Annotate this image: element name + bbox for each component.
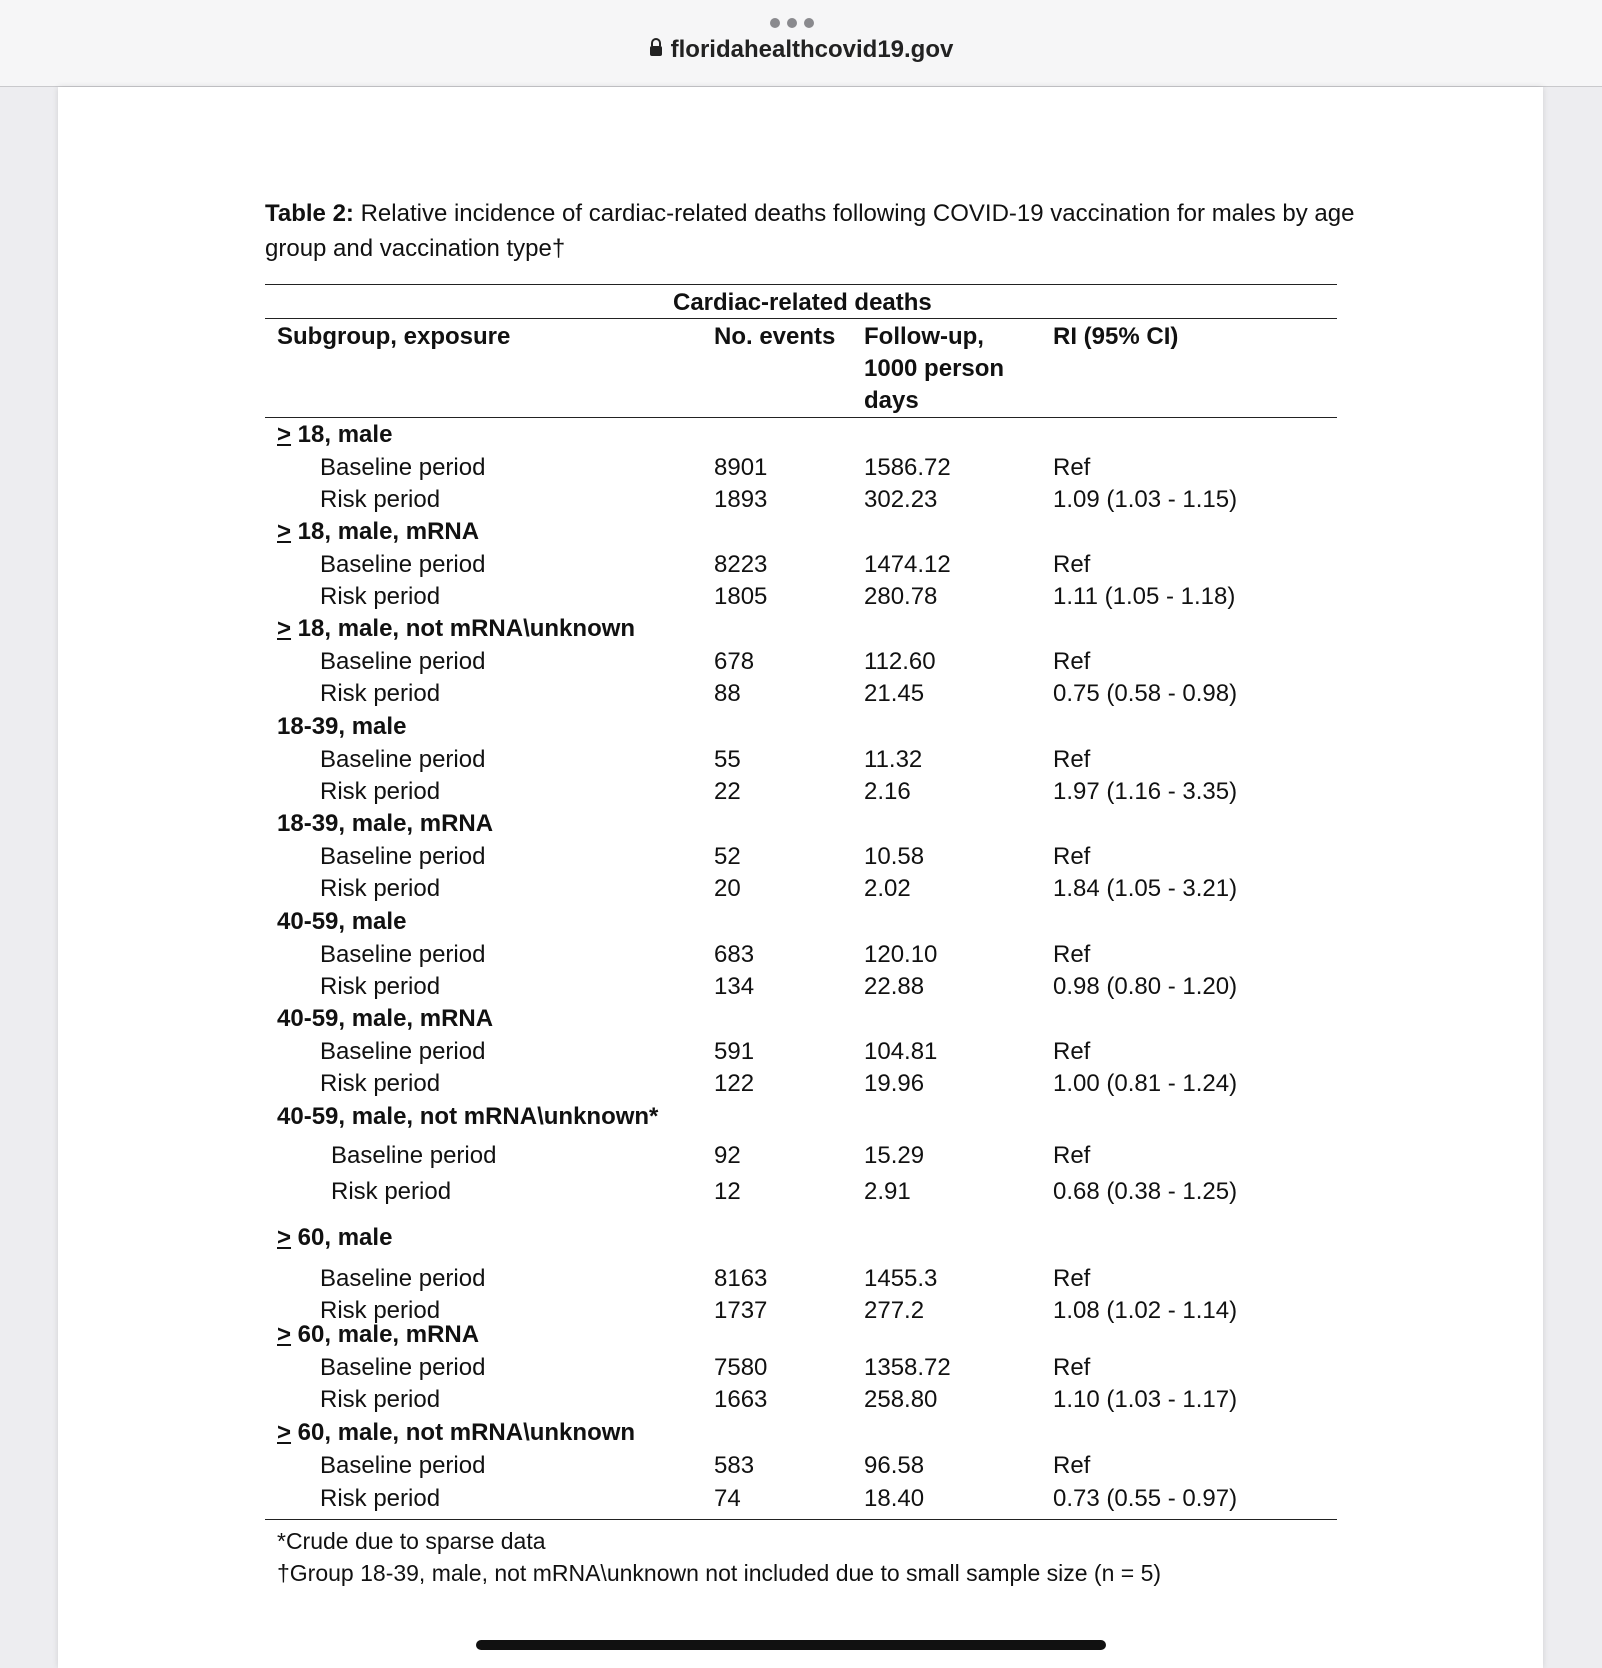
events-cell: 8901	[714, 454, 768, 481]
exposure-cell: Risk period	[320, 486, 441, 513]
dot-icon	[770, 18, 780, 28]
followup-cell: 18.40	[864, 1485, 925, 1512]
home-indicator[interactable]	[476, 1640, 1106, 1650]
followup-cell: 302.23	[864, 486, 938, 513]
exposure-cell: Risk period	[320, 1485, 441, 1512]
ri-cell: Ref	[1053, 1038, 1091, 1065]
followup-cell: 112.60	[864, 648, 936, 675]
exposure-cell: Baseline period	[320, 1265, 486, 1292]
events-cell: 591	[714, 1038, 755, 1065]
events-cell: 74	[714, 1485, 741, 1512]
events-cell: 22	[714, 778, 741, 805]
ri-cell: 1.11 (1.05 - 1.18)	[1053, 583, 1236, 610]
dot-icon	[787, 18, 797, 28]
ri-cell: 1.84 (1.05 - 3.21)	[1053, 875, 1238, 902]
exposure-cell: Baseline period	[320, 454, 486, 481]
ri-cell: Ref	[1053, 1452, 1091, 1479]
group-label	[277, 517, 479, 547]
ri-cell: Ref	[1053, 1354, 1091, 1381]
greater-equal-symbol: >	[277, 1419, 292, 1446]
events-cell: 7580	[714, 1354, 768, 1381]
exposure-cell: Baseline period	[320, 746, 486, 773]
followup-cell: 1474.12	[864, 551, 951, 578]
group-label-text: 18, male, not mRNA\unknown	[291, 615, 636, 642]
events-cell: 52	[714, 843, 741, 870]
followup-cell: 10.58	[864, 843, 925, 870]
group-label	[277, 1223, 392, 1253]
followup-cell: 2.02	[864, 875, 911, 902]
group-label	[277, 1418, 635, 1448]
greater-equal-symbol: >	[277, 421, 292, 448]
ri-cell: Ref	[1053, 1265, 1091, 1292]
group-label-text: 60, male, mRNA	[291, 1321, 480, 1348]
followup-cell: 15.29	[864, 1142, 925, 1169]
followup-cell: 1455.3	[864, 1265, 938, 1292]
more-options-icon[interactable]	[770, 18, 815, 30]
exposure-cell: Risk period	[320, 1386, 441, 1413]
ri-cell: 1.97 (1.16 - 3.35)	[1053, 778, 1238, 805]
events-cell: 1737	[714, 1297, 768, 1324]
events-cell: 12	[714, 1178, 741, 1205]
events-cell: 1805	[714, 583, 768, 610]
footnote-excluded-group: †Group 18-39, male, not mRNA\unknown not included due to small sample size (n = 5)	[277, 1560, 1162, 1586]
table-bottom-rule	[265, 1519, 1337, 1520]
followup-cell: 104.81	[864, 1038, 938, 1065]
events-cell: 20	[714, 875, 741, 902]
group-label-text: 18, male	[291, 421, 393, 448]
footnote-crude: *Crude due to sparse data	[277, 1528, 546, 1554]
events-cell: 678	[714, 648, 755, 675]
header-bottom-rule	[265, 417, 1337, 418]
ri-cell: Ref	[1053, 551, 1091, 578]
ri-cell: 0.98 (0.80 - 1.20)	[1053, 973, 1238, 1000]
col-header-followup-line2: 1000 person	[864, 355, 1005, 382]
events-cell: 583	[714, 1452, 755, 1479]
exposure-cell: Risk period	[320, 680, 441, 707]
group-label-text: 60, male, not mRNA\unknown	[291, 1419, 636, 1446]
exposure-cell: Baseline period	[320, 941, 486, 968]
exposure-cell: Baseline period	[320, 551, 486, 578]
exposure-cell: Risk period	[320, 778, 441, 805]
browser-toolbar	[0, 0, 1602, 87]
col-header-ri: RI (95% CI)	[1053, 323, 1179, 350]
group-label: 40-59, male, mRNA	[277, 1005, 494, 1032]
ri-cell: Ref	[1053, 1142, 1091, 1169]
followup-cell: 1358.72	[864, 1354, 951, 1381]
greater-equal-symbol: >	[277, 1224, 292, 1251]
greater-equal-symbol: >	[277, 615, 292, 642]
ri-cell: 0.73 (0.55 - 0.97)	[1053, 1485, 1238, 1512]
caption-label: Table 2:	[265, 200, 354, 227]
ri-cell: Ref	[1053, 941, 1091, 968]
exposure-cell: Risk period	[320, 875, 441, 902]
events-cell: 88	[714, 680, 741, 707]
ri-cell: 0.68 (0.38 - 1.25)	[1053, 1178, 1238, 1205]
dot-icon	[804, 18, 814, 28]
caption-dagger: †	[551, 235, 566, 262]
ri-cell: 1.08 (1.02 - 1.14)	[1053, 1297, 1238, 1324]
events-cell: 8223	[714, 551, 768, 578]
group-label	[277, 614, 635, 644]
ri-cell: 1.10 (1.03 - 1.17)	[1053, 1386, 1238, 1413]
group-label: 18-39, male, mRNA	[277, 810, 494, 837]
group-label: 40-59, male	[277, 908, 407, 935]
exposure-cell: Baseline period	[320, 1354, 486, 1381]
events-cell: 1663	[714, 1386, 768, 1413]
spanner-rule	[265, 318, 1337, 319]
group-label: 40-59, male, not mRNA\unknown*	[277, 1103, 659, 1130]
exposure-cell: Risk period	[320, 1070, 441, 1097]
followup-cell: 277.2	[864, 1297, 925, 1324]
col-header-followup-line3: days	[864, 387, 919, 414]
followup-cell: 2.16	[864, 778, 911, 805]
group-label-text: 18, male, mRNA	[291, 518, 480, 545]
spanner-header: Cardiac-related deaths	[673, 289, 932, 316]
events-cell: 8163	[714, 1265, 768, 1292]
ri-cell: Ref	[1053, 454, 1091, 481]
exposure-cell: Risk period	[331, 1178, 452, 1205]
exposure-cell: Risk period	[320, 1297, 441, 1324]
col-header-events: No. events	[714, 323, 836, 350]
events-cell: 92	[714, 1142, 741, 1169]
group-label	[277, 1320, 479, 1350]
followup-cell: 21.45	[864, 680, 925, 707]
exposure-cell: Risk period	[320, 583, 441, 610]
greater-equal-symbol: >	[277, 1321, 292, 1348]
caption-text: Relative incidence of cardiac-related deaths following COVID-19 vaccination for males by age group and vaccination type	[265, 200, 1355, 262]
followup-cell: 280.78	[864, 583, 938, 610]
events-cell: 1893	[714, 486, 768, 513]
events-cell: 122	[714, 1070, 755, 1097]
ri-cell: 1.00 (0.81 - 1.24)	[1053, 1070, 1238, 1097]
exposure-cell: Baseline period	[320, 648, 486, 675]
table-top-rule	[265, 284, 1337, 285]
followup-cell: 1586.72	[864, 454, 951, 481]
url-text: floridahealthcovid19.gov	[670, 36, 954, 63]
table-caption	[265, 196, 1405, 266]
followup-cell: 2.91	[864, 1178, 911, 1205]
events-cell: 683	[714, 941, 755, 968]
events-cell: 134	[714, 973, 755, 1000]
ri-cell: Ref	[1053, 648, 1091, 675]
group-label: 18-39, male	[277, 713, 407, 740]
greater-equal-symbol: >	[277, 518, 292, 545]
col-header-subgroup: Subgroup, exposure	[277, 323, 511, 350]
ri-cell: Ref	[1053, 843, 1091, 870]
col-header-followup-line1: Follow-up,	[864, 323, 984, 350]
ri-cell: 0.75 (0.58 - 0.98)	[1053, 680, 1238, 707]
group-label-text: 60, male	[291, 1224, 393, 1251]
followup-cell: 22.88	[864, 973, 925, 1000]
exposure-cell: Baseline period	[320, 1452, 486, 1479]
ri-cell: 1.09 (1.03 - 1.15)	[1053, 486, 1238, 513]
followup-cell: 19.96	[864, 1070, 925, 1097]
address-bar[interactable]	[0, 36, 1602, 65]
followup-cell: 96.58	[864, 1452, 925, 1479]
lock-icon	[649, 35, 663, 63]
followup-cell: 120.10	[864, 941, 938, 968]
group-label	[277, 420, 392, 450]
exposure-cell: Risk period	[320, 973, 441, 1000]
exposure-cell: Baseline period	[320, 1038, 486, 1065]
followup-cell: 258.80	[864, 1386, 938, 1413]
ri-cell: Ref	[1053, 746, 1091, 773]
exposure-cell: Baseline period	[320, 843, 486, 870]
followup-cell: 11.32	[864, 746, 923, 773]
events-cell: 55	[714, 746, 741, 773]
exposure-cell: Baseline period	[331, 1142, 497, 1169]
